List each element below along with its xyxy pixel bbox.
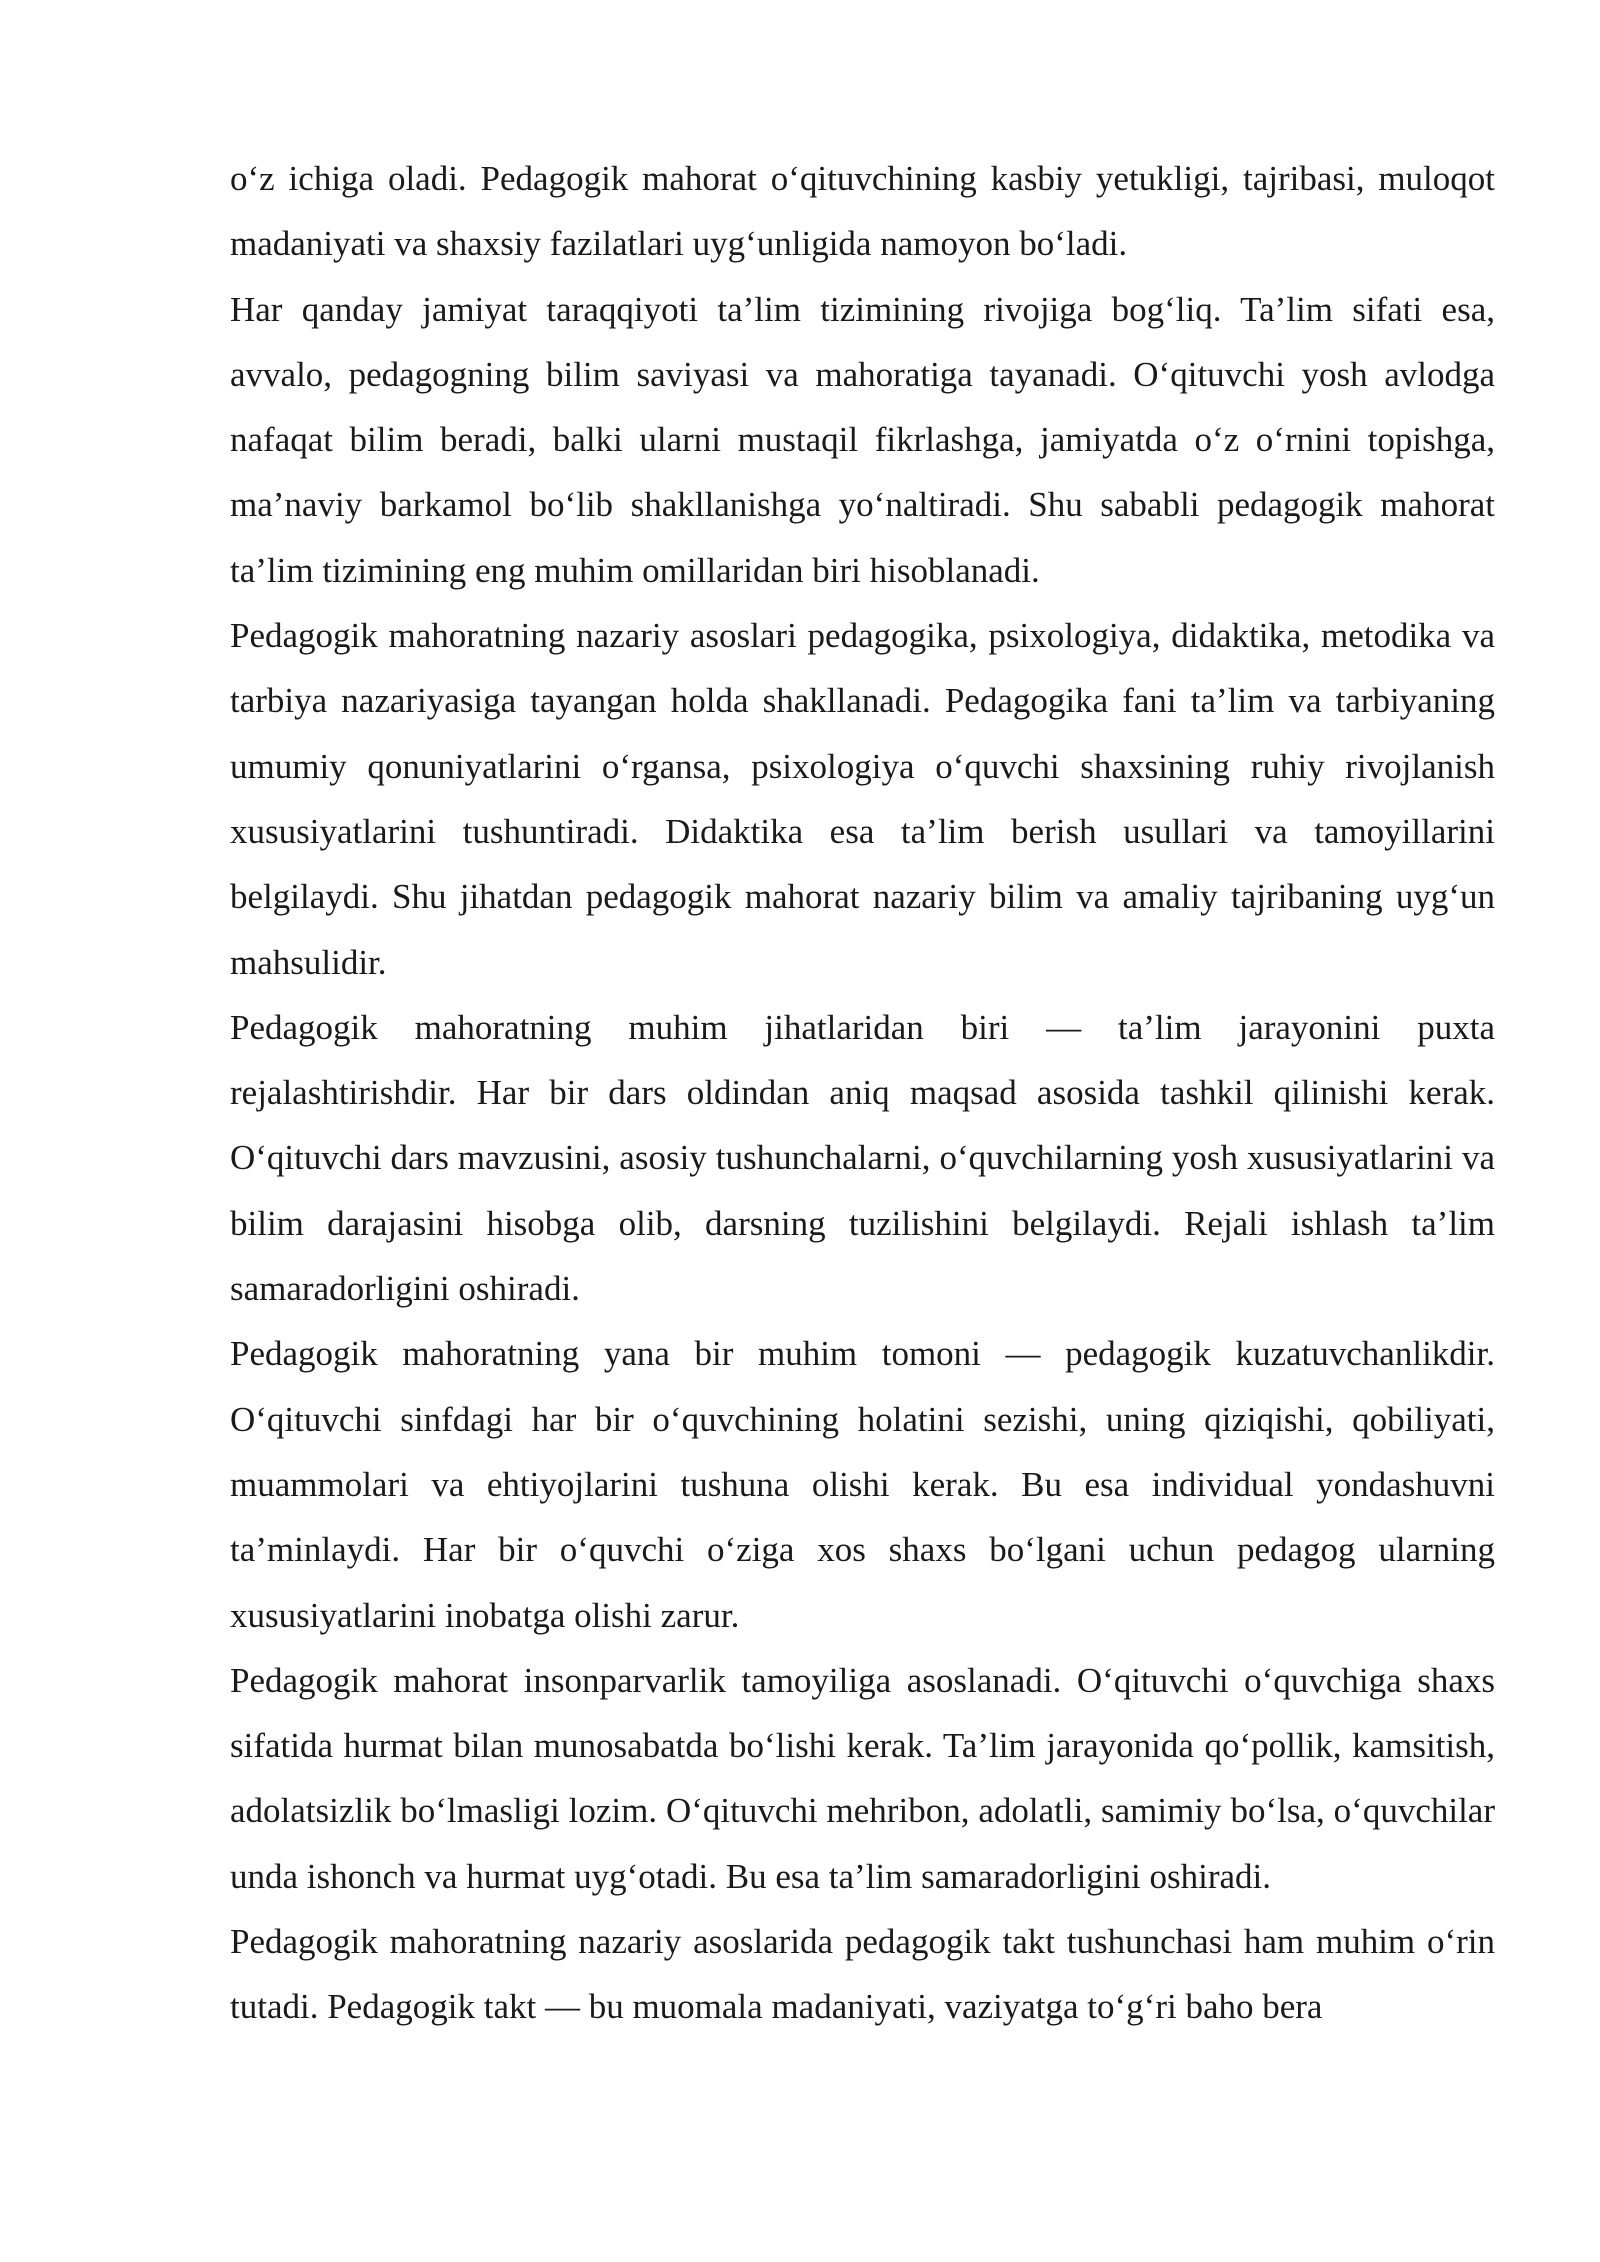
paragraph-lesson-planning: Pedagogik mahoratning muhim jihatlaridan biri — ta’lim jarayonini puxta rejalashtirishdir. Har bir dars oldindan aniq maqsad asosida tashkil qilinishi kerak. O‘qituvchi dars mavzusini, asosiy tushunchalarni, o‘quvchilarning yosh xususiyatlarini va bilim darajasini hisobga olib, darsning tuzilishini belgilaydi. Rejali ishlash ta’lim samaradorligini oshiradi. [230, 1007, 1495, 1309]
paragraph-society-development: Har qanday jamiyat taraqqiyoti ta’lim tizimining rivojiga bog‘liq. Ta’lim sifati esa, avvalo, pedagogning bilim saviyasi va mahoratiga tayanadi. O‘qituvchi yosh avlodga nafaqat bilim beradi, balki ularni mustaqil fikrlashga, jamiyatda o‘z o‘rnini topishga, ma’naviy barkamol bo‘lib shakllanishga yo‘naltiradi. Shu sababli pedagogik mahorat ta’lim tizimining eng muhim omillaridan biri hisoblanadi. [230, 289, 1495, 590]
paragraph-theoretical-foundations: Pedagogik mahoratning nazariy asoslari pedagogika, psixologiya, didaktika, metodika va tarbiya nazariyasiga tayangan holda shakllanadi. Pedagogika fani ta’lim va tarbiyaning umumiy qonuniyatlarini o‘rgansa, psixologiya o‘quvchi shaxsining ruhiy rivojlanish xususiyatlarini tushuntiradi. Didaktika esa ta’lim berish usullari va tamoyillarini belgilaydi. Shu jihatdan pedagogik mahorat nazariy bilim va amaliy tajribaning uyg‘un mahsulidir. [230, 616, 1495, 982]
paragraph-humanism-principle: Pedagogik mahorat insonparvarlik tamoyiliga asoslanadi. O‘qituvchi o‘quvchiga shaxs sifatida hurmat bilan munosabatda bo‘lishi kerak. Ta’lim jarayonida qo‘pollik, kamsitish, adolatsizlik bo‘lmasligi lozim. O‘qituvchi mehribon, adolatli, samimiy bo‘lsa, o‘quvchilar unda ishonch va hurmat uyg‘otadi. Bu esa ta’lim samaradorligini oshiradi. [230, 1660, 1495, 1896]
document-page [230, 146, 1495, 2040]
paragraph-pedagogical-tact: Pedagogik mahoratning nazariy asoslarida pedagogik takt tushunchasi ham muhim o‘rin tutadi. Pedagogik takt — bu muomala madaniyati, vaziyatga to‘g‘ri baho bera [230, 1922, 1495, 2027]
paragraph-pedagogical-observation: Pedagogik mahoratning yana bir muhim tomoni — pedagogik kuzatuvchanlikdir. O‘qituvchi sinfdagi har bir o‘quvchining holatini sezishi, uning qiziqishi, qobiliyati, muammolari va ehtiyojlarini tushuna olishi kerak. Bu esa individual yondashuvni ta’minlaydi. Har bir o‘quvchi o‘ziga xos shaxs bo‘lgani uchun pedagog ularning xususiyatlarini inobatga olishi zarur. [230, 1334, 1495, 1635]
paragraph-continuation: o‘z ichiga oladi. Pedagogik mahorat o‘qituvchining kasbiy yetukligi, tajribasi, muloqot madaniyati va shaxsiy fazilatlari uyg‘unligida namoyon bo‘ladi. [230, 159, 1495, 264]
